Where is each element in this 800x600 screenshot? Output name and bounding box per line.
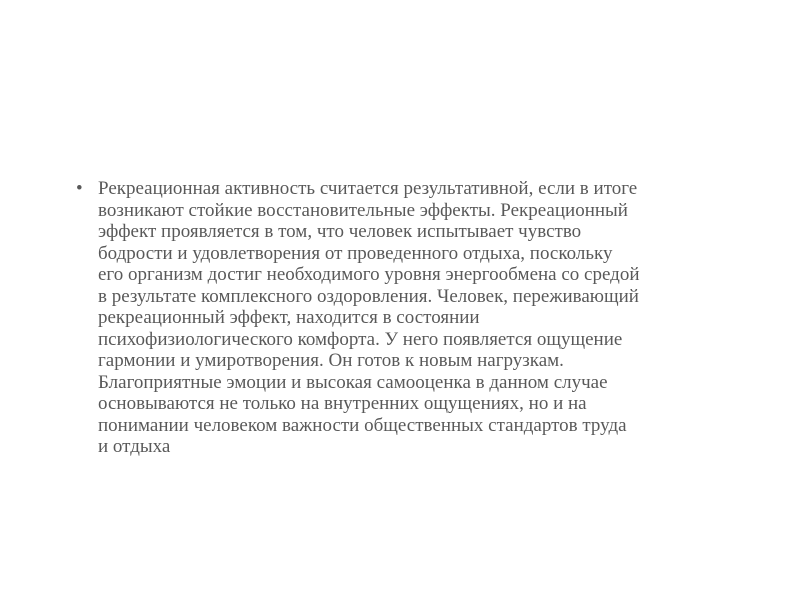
list-item [76, 178, 746, 458]
paragraph-line: возникают стойкие восстановительные эффекты. Рекреационный [98, 199, 628, 221]
paragraph-line: в результате комплексного оздоровления. Человек, переживающий [98, 285, 639, 307]
bullet-paragraph [98, 178, 746, 458]
bullet-list [76, 178, 746, 458]
paragraph-line: его организм достиг необходимого уровня энергообмена со средой [98, 264, 640, 285]
bullet-icon: • [76, 178, 83, 199]
paragraph-line: психофизиологического комфорта. У него появляется ощущение [98, 328, 623, 350]
paragraph-line: Благоприятные эмоции и высокая самооценка в данном случае [98, 371, 608, 393]
paragraph-line: и отдыха [98, 436, 171, 457]
paragraph-line: основываются не только на внутренних ощущениях, но и на [98, 393, 587, 414]
paragraph-line: бодрости и удовлетворения от проведенного отдыха, поскольку [98, 242, 613, 264]
paragraph-line: рекреационный эффект, находится в состоянии [98, 307, 480, 328]
paragraph-line: Рекреационная активность считается результативной, если в итоге [98, 178, 638, 199]
paragraph-line: гармонии и умиротворения. Он готов к новым нагрузкам. [98, 350, 564, 371]
paragraph-line: эффект проявляется в том, что человек испытывает чувство [98, 221, 582, 242]
paragraph-line: понимании человеком важности общественных стандартов труда [98, 414, 627, 436]
